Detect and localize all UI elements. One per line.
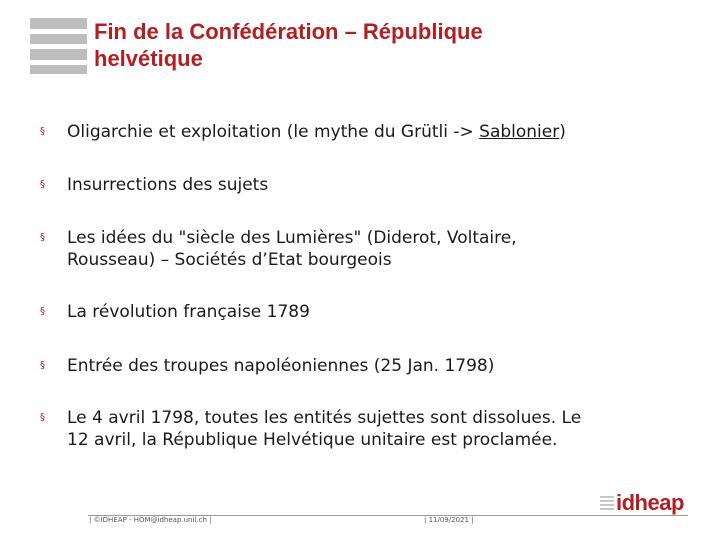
bullet-marker: §: [40, 412, 45, 423]
bullet-text-suffix: ): [559, 122, 566, 142]
bullet-text: Entrée des troupes napoléoniennes (25 Jan. 1798): [67, 356, 495, 376]
footer-date: | 11/09/2021 |: [424, 516, 474, 524]
bullet-text: Insurrections des sujets: [67, 175, 269, 195]
bullet-line-2: Rousseau) – Sociétés d’Etat bourgeois: [67, 250, 392, 270]
footer-divider-right: [598, 515, 688, 516]
bullet-marker: §: [40, 306, 45, 317]
footer-copyright: | ©IDHEAP - HOM@idheap.unil.ch |: [89, 516, 212, 524]
bullet-marker: §: [40, 232, 45, 243]
decor-bar: [30, 34, 87, 44]
title-line-2: helvétique: [94, 46, 203, 71]
sablonier-link[interactable]: Sablonier: [479, 122, 560, 142]
slide-title: [94, 18, 694, 72]
list-item: [40, 174, 710, 196]
footer-divider: [88, 515, 603, 516]
bullet-text: [67, 407, 710, 451]
bullet-text: [67, 227, 710, 271]
list-item: [40, 355, 710, 377]
bullet-marker: §: [40, 360, 45, 371]
idheap-logo: [600, 492, 690, 518]
list-item: [40, 301, 710, 323]
bullet-text: [67, 121, 710, 143]
list-item: [40, 407, 710, 451]
bullet-marker: §: [40, 179, 45, 190]
bullet-line-2: 12 avril, la République Helvétique unitaire est proclamée.: [67, 430, 558, 450]
bullet-text-part: Oligarchie et exploitation (le mythe du Grütli ->: [67, 122, 480, 142]
decor-bar: [30, 49, 87, 60]
logo-bars-icon: [600, 496, 614, 512]
list-item: [40, 227, 710, 271]
decor-bar: [30, 18, 87, 29]
bullet-line-1: Le 4 avril 1798, toutes les entités sujettes sont dissolues. Le: [67, 408, 582, 428]
list-item: [40, 121, 710, 143]
bullet-marker: §: [40, 126, 45, 137]
bullet-text: La révolution française 1789: [67, 302, 310, 322]
decor-bar: [30, 65, 87, 74]
title-line-1: Fin de la Confédération – République: [94, 19, 483, 44]
title-decoration: [30, 18, 87, 76]
bullet-line-1: Les idées du "siècle des Lumières" (Diderot, Voltaire,: [67, 228, 517, 248]
logo-text: idheap: [616, 490, 684, 515]
